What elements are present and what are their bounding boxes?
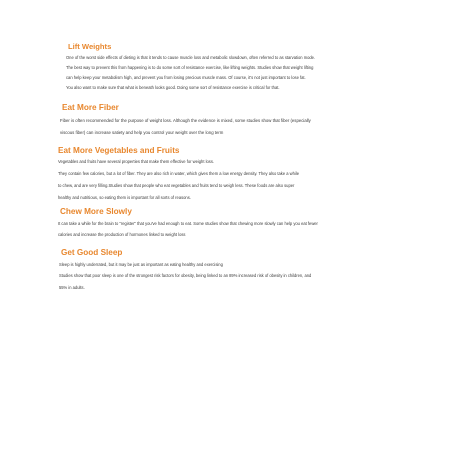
section-body	[58, 222, 318, 237]
body-line: viscous fiber) can increase satiety and help you control your weight over the long term	[60, 129, 224, 135]
section-vegetables-fruits	[58, 147, 299, 208]
body-line: The best way to prevent this from happening is to do some sort of resistance exercise, like lifting weights. Studies show that weight lifting	[66, 64, 314, 70]
body-line: One of the worst side effects of dieting is that it tends to cause muscle loss and metabolic slowdown, often referred to as starvation mode.	[66, 54, 316, 60]
section-heading: Eat More Vegetables and Fruits	[58, 146, 180, 155]
body-line: to chew, and are very filling.Studies show that people who eat vegetables and fruits tend to weigh less. These foods are also super	[58, 182, 295, 188]
body-line: healthy and nutritious, so eating them is important for all sorts of reasons.	[58, 194, 191, 200]
section-heading: Eat More Fiber	[62, 103, 119, 112]
body-line: They contain few calories, but a lot of fiber. They are also rich in water, which gives them a low energy density. They also take a while	[58, 171, 299, 177]
body-line: Fiber is often recommended for the purpose of weight loss. Although the evidence is mixed, some studies show that fiber (especially	[60, 118, 311, 124]
body-line: calories and increase the production of hormones linked to weight loss	[58, 232, 186, 238]
section-lift-weights	[66, 43, 315, 97]
section-eat-more-fiber	[60, 104, 311, 142]
body-line: Vegetables and fruits have several properties that make them effective for weight loss.	[58, 159, 215, 165]
body-line: 55% in adults.	[59, 284, 85, 290]
body-line: can help keep your metabolism high, and prevent you from losing precious muscle mass. Of course, it's not just important to lose fat.	[66, 75, 306, 81]
section-body	[59, 263, 311, 290]
body-line: Sleep is highly underrated, but it may be just as important as eating healthy and exercising	[59, 262, 223, 268]
body-line: It can take a while for the brain to "register" that you've had enough to eat. Some studies show that chewing more slowly can help you eat fewer	[58, 221, 318, 227]
section-heading: Chew More Slowly	[60, 207, 132, 216]
section-chew-more-slowly	[58, 208, 318, 244]
section-heading: Lift Weights	[68, 42, 112, 51]
section-body	[60, 119, 311, 135]
body-line: Studies show that poor sleep is one of the strongest risk factors for obesity, being linked to an 89% increased risk of obesity in children, and	[59, 273, 312, 279]
section-heading: Get Good Sleep	[61, 248, 123, 257]
body-line: You also want to make sure that what is beneath looks good. Doing some sort of resistance exercise is critical for that.	[66, 85, 280, 91]
section-body	[58, 160, 299, 200]
section-body	[66, 56, 315, 91]
section-get-good-sleep	[59, 249, 311, 297]
